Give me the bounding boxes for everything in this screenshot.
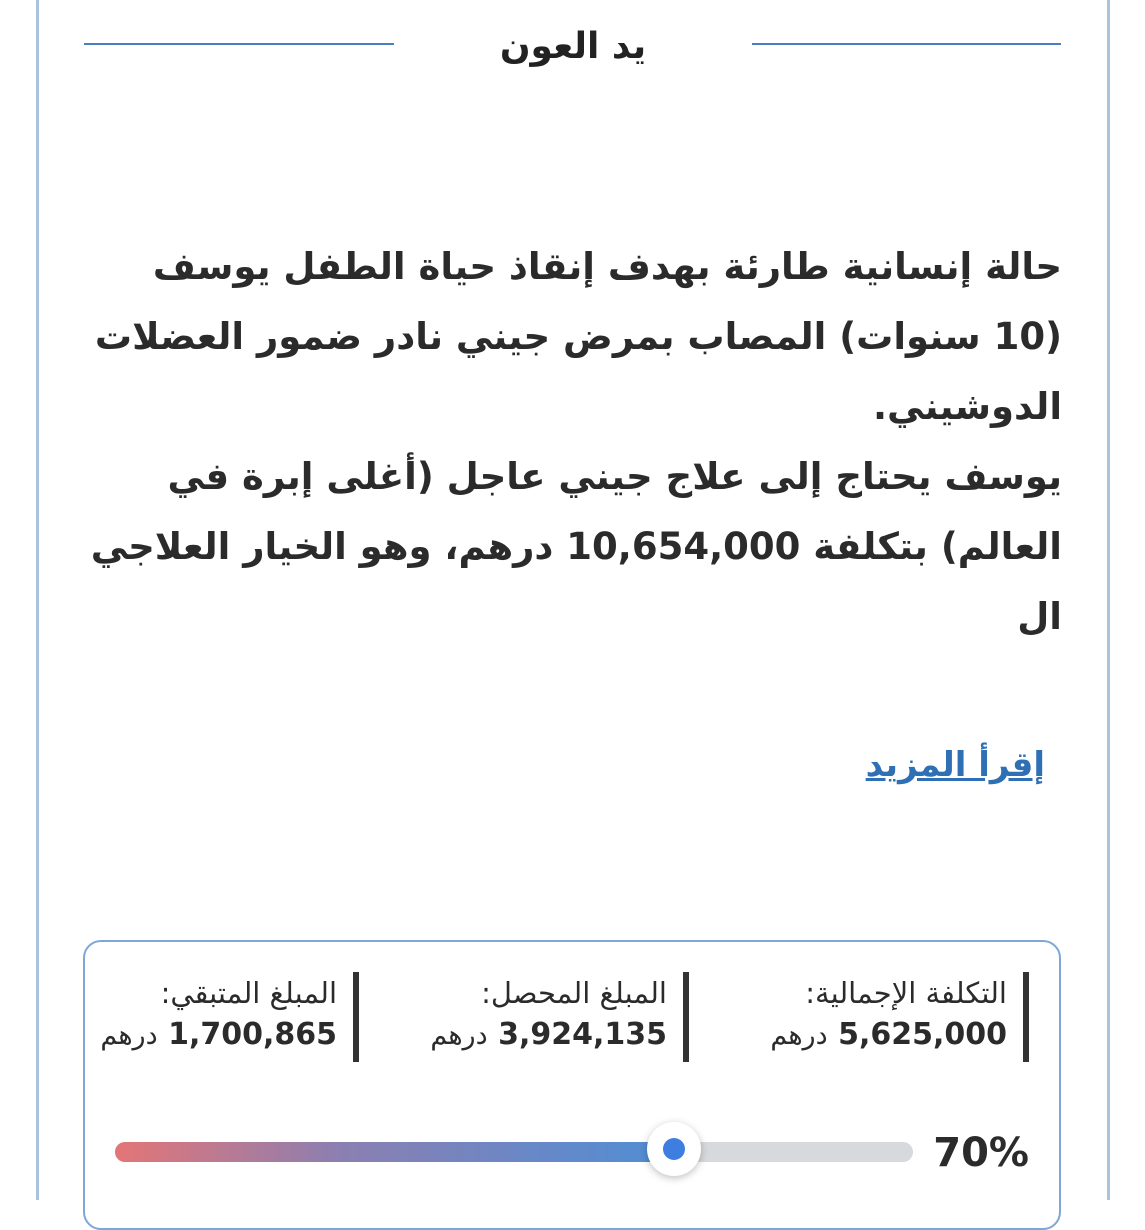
progress-handle-dot bbox=[663, 1138, 685, 1160]
header-divider-left bbox=[84, 43, 394, 45]
stat-collected-value bbox=[409, 1014, 667, 1057]
stat-remaining-amount bbox=[97, 972, 359, 1062]
read-more-link[interactable]: إقرأ المزيد bbox=[865, 745, 1045, 785]
stat-total-cost-currency: درهم bbox=[770, 1020, 828, 1051]
page-title: يد العون bbox=[499, 26, 647, 67]
stat-total-cost bbox=[759, 972, 1029, 1062]
stat-remaining-label: المبلغ المتبقي: bbox=[160, 976, 337, 1010]
description-paragraph-1: حالة إنسانية طارئة بهدف إنقاذ حياة الطفل يوسف (10 سنوات) المصاب بمرض جيني نادر ضمور العضلات الدوشيني. bbox=[94, 245, 1062, 428]
progress-bar bbox=[115, 1142, 913, 1162]
donation-stats-card bbox=[83, 940, 1061, 1230]
header-divider-right bbox=[752, 43, 1061, 45]
stat-collected-amount-number: 3,924,135 bbox=[498, 1017, 667, 1052]
stat-remaining-value bbox=[97, 1014, 337, 1057]
stat-total-cost-amount: 5,625,000 bbox=[838, 1017, 1007, 1052]
stat-collected-currency: درهم bbox=[430, 1020, 488, 1051]
stat-collected-amount bbox=[409, 972, 689, 1062]
description-paragraph-2: يوسف يحتاج إلى علاج جيني عاجل (أغلى إبرة في العالم) بتكلفة 10,654,000 درهم، وهو الخيار العلاجي ال bbox=[90, 455, 1062, 638]
stat-total-cost-label: التكلفة الإجمالية: bbox=[805, 976, 1007, 1010]
progress-slider-handle[interactable] bbox=[647, 1122, 701, 1176]
stat-remaining-currency: درهم bbox=[100, 1020, 158, 1051]
progress-bar-fill bbox=[115, 1142, 674, 1162]
stat-total-cost-value bbox=[759, 1014, 1007, 1057]
progress-percent-label: 70% bbox=[933, 1130, 1029, 1176]
case-description bbox=[84, 232, 1062, 652]
stat-remaining-amount-number: 1,700,865 bbox=[168, 1017, 337, 1052]
stat-collected-label: المبلغ المحصل: bbox=[481, 976, 667, 1010]
